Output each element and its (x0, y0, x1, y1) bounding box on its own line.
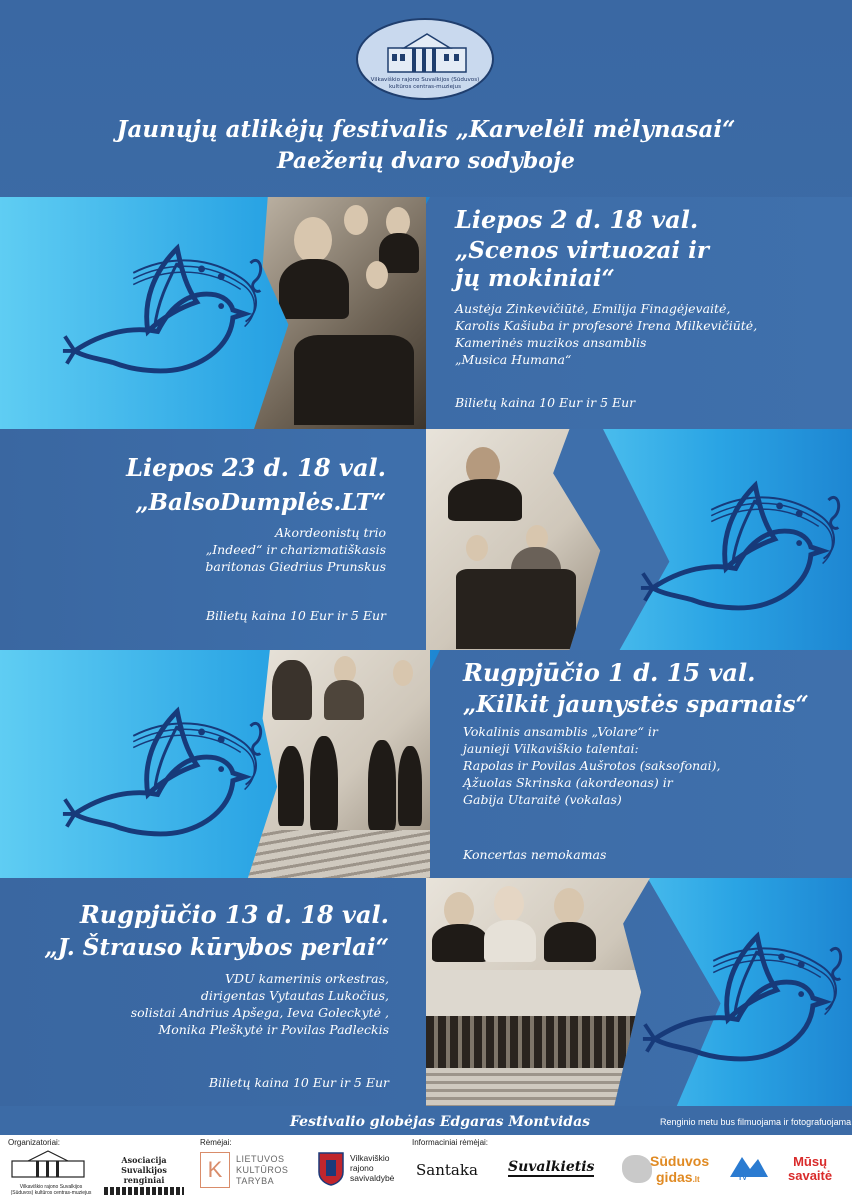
organizer-logo-caption (358, 77, 492, 91)
dove-icon (60, 232, 270, 382)
culture-council-line3: TARYBA (236, 1176, 275, 1186)
event-4-performers-photo (426, 878, 650, 1106)
event-4-title: „J. Štrauso kūrybos perlai“ (44, 934, 389, 961)
culture-council-k-icon: K (200, 1152, 230, 1188)
organizer-museum-caption: Vilkaviškio rajono Suvalkijos (Sūduvos) kultūros centras-muziejus (10, 1184, 92, 1196)
lithuanian-culture-council-logo (200, 1152, 300, 1188)
suduvos-gidas-line2-wrap (656, 1169, 700, 1185)
culture-council-line1: LIETUVOS (236, 1154, 285, 1164)
culture-council-text (236, 1154, 288, 1187)
suduvos-gidas-line2: gidas (656, 1169, 693, 1185)
event-3-desc-line: Ąžuolas Skrinska (akordeonas) ir (463, 775, 673, 790)
municipality-text (350, 1153, 394, 1183)
event-1-desc-line: Karolis Kašiuba ir profesorė Irena Milkevičiūtė, (455, 318, 758, 333)
musu-savaite-logo (788, 1155, 832, 1183)
festival-venue: Paežerių dvaro sodyboje (277, 148, 575, 174)
event-3-title: „Kilkit jaunystės sparnais“ (463, 691, 809, 718)
coat-of-arms-icon (318, 1152, 344, 1186)
suvalkietis-logo: Suvalkietis (508, 1159, 595, 1175)
event-3-performers-photo (248, 650, 430, 878)
logo-caption-line2: kultūros centras-muziejus (388, 84, 462, 90)
organizer-association-logo (104, 1155, 184, 1195)
suduvos-gidas-line1: Sūduvos (650, 1153, 710, 1169)
culture-council-line2: KULTŪROS (236, 1165, 289, 1175)
municipality-line1: Vilkaviškio (350, 1153, 390, 1163)
suduvos-gidas-logo (622, 1151, 722, 1189)
info-supporters-label: Informaciniai rėmėjai: (412, 1138, 489, 1147)
municipality-line3: savivaldybė (350, 1173, 395, 1183)
manor-building-icon (382, 28, 472, 76)
tv-mountains-icon (728, 1153, 770, 1179)
event-4-desc-line: dirigentas Vytautas Lukočius, (200, 988, 389, 1003)
santaka-logo: Santaka (416, 1161, 478, 1179)
event-2-desc-line: „Indeed“ ir charizmatiškasis (205, 542, 386, 557)
vilkaviskis-municipality-logo (318, 1152, 408, 1188)
event-4-date: Rugpjūčio 13 d. 18 val. (79, 900, 389, 929)
organizers-label: Organizatoriai: (8, 1138, 61, 1147)
musu-savaite-line1: Mūsų (793, 1154, 828, 1169)
association-line1: Asociacija (121, 1155, 167, 1165)
event-2-performers-photo (426, 429, 631, 650)
event-4-description (131, 970, 389, 1038)
dove-icon (60, 695, 270, 845)
event-1-title-line1: „Scenos virtuozai ir (455, 237, 709, 264)
festival-title: Jaunųjų atlikėjų festivalis „Karvelėli mėlynasai“ (116, 116, 736, 143)
event-3-price: Koncertas nemokamas (463, 847, 607, 862)
organizer-museum-logo (8, 1149, 94, 1196)
event-4-band (0, 878, 852, 1106)
event-1-date: Liepos 2 d. 18 val. (455, 205, 699, 234)
event-2-title: „BalsoDumplės.LT“ (135, 489, 386, 516)
marijampole-tv-logo (728, 1153, 770, 1187)
musu-savaite-line2: savaitė (788, 1168, 833, 1183)
event-3-desc-line: Vokalinis ansamblis „Volare“ ir (463, 724, 658, 739)
event-1-desc-line: „Musica Humana“ (455, 352, 572, 367)
recording-notice: Renginio metu bus filmuojama ir fotografuojama (660, 1117, 852, 1127)
association-line2: Suvalkijos renginiai (121, 1165, 167, 1185)
event-1-desc-line: Austėja Zinkevičiūtė, Emilija Finagėjevaitė, (455, 301, 731, 316)
event-2-price: Bilietų kaina 10 Eur ir 5 Eur (205, 608, 386, 623)
event-4-desc-line: Monika Pleškytė ir Povilas Padleckis (158, 1022, 389, 1037)
association-ornament (104, 1187, 184, 1195)
logo-caption-line1: Vilkaviškio rajono Suvalkijos (Sūduvos) (370, 77, 480, 83)
patron-text: Festivalio globėjas Edgaras Montvidas (290, 1114, 591, 1130)
map-silhouette-icon (622, 1155, 652, 1183)
event-2-desc-line: baritonas Giedrius Prunskus (205, 559, 386, 574)
event-2-band (0, 429, 852, 650)
event-4-desc-line: VDU kamerinis orkestras, (225, 971, 389, 986)
event-3-desc-line: Gabija Utaraitė (vokalas) (463, 792, 622, 807)
manor-building-icon (8, 1149, 88, 1179)
sponsors-footer (0, 1135, 852, 1200)
event-3-band (0, 650, 852, 878)
suduvos-gidas-suffix: .lt (692, 1175, 700, 1184)
event-1-description (455, 300, 757, 368)
event-3-date: Rugpjūčio 1 d. 15 val. (463, 658, 756, 687)
event-1-band (0, 197, 852, 429)
supporters-label: Rėmėjai: (200, 1138, 232, 1147)
event-1-price: Bilietų kaina 10 Eur ir 5 Eur (455, 395, 636, 410)
event-3-description (463, 723, 720, 808)
event-1-title-line2: jų mokiniai“ (455, 265, 615, 292)
municipality-line2: rajono (350, 1163, 374, 1173)
event-2-desc-line: Akordeonistų trio (274, 525, 386, 540)
dove-icon (640, 920, 850, 1070)
organizer-logo (356, 18, 494, 100)
event-3-desc-line: jaunieji Vilkaviškio talentai: (463, 741, 639, 756)
event-1-desc-line: Kamerinės muzikos ansamblis (455, 335, 647, 350)
event-2-description (205, 524, 386, 575)
event-4-desc-line: solistai Andrius Apšega, Ieva Goleckytė , (130, 1005, 389, 1020)
tv-label: TV (738, 1175, 747, 1182)
dove-icon (638, 469, 848, 619)
event-4-price: Bilietų kaina 10 Eur ir 5 Eur (208, 1075, 389, 1090)
event-2-date: Liepos 23 d. 18 val. (126, 453, 386, 482)
event-3-desc-line: Rapolas ir Povilas Aušrotos (saksofonai), (463, 758, 721, 773)
